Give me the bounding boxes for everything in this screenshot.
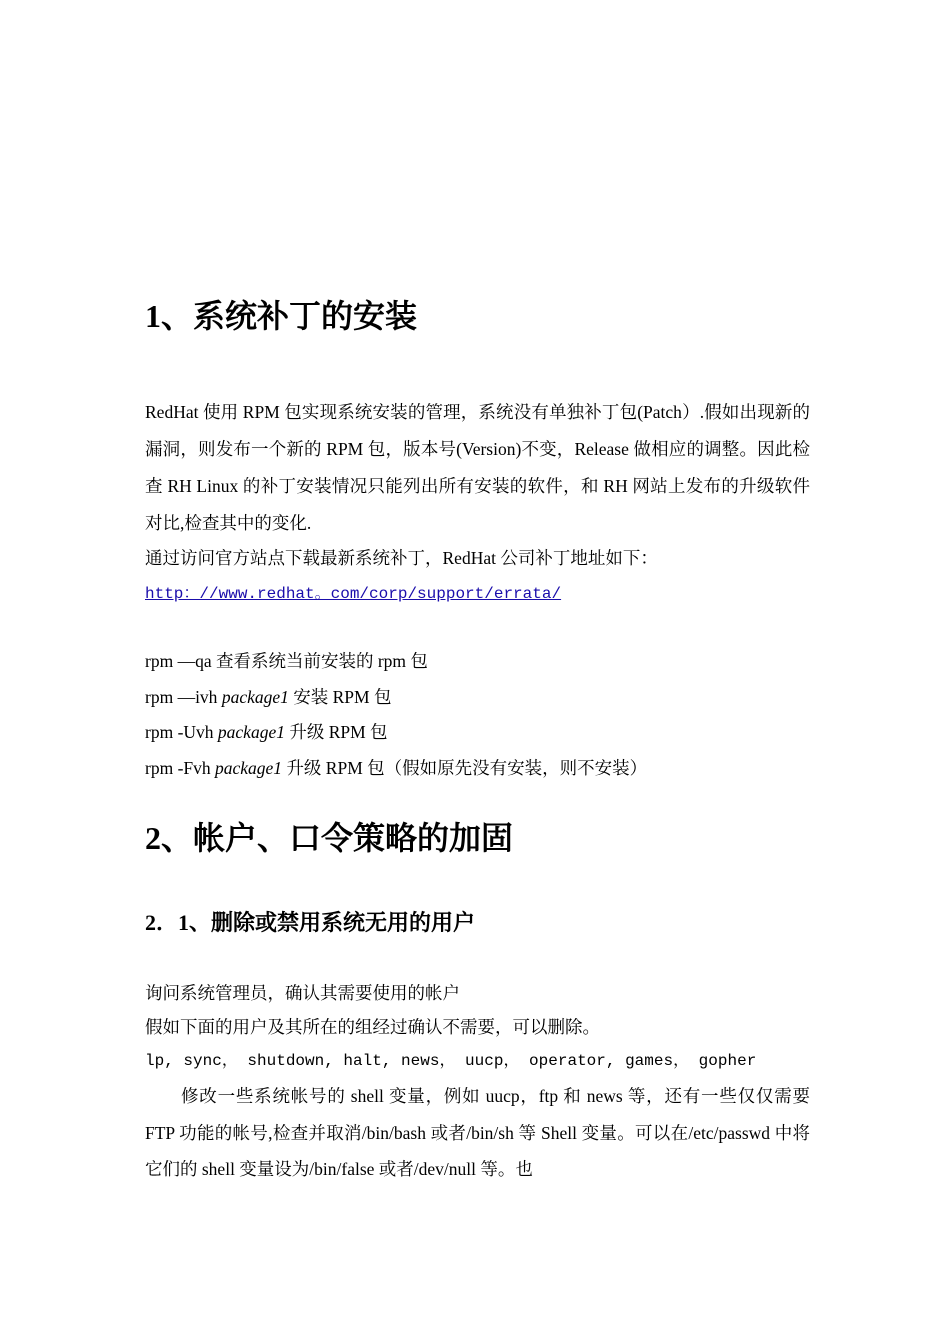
section-1-intro-paragraph: RedHat 使用 RPM 包实现系统安装的管理，系统没有单独补丁包(Patch）.假如出现新的漏洞，则发布一个新的 RPM 包，版本号(Version)不变，Release 做相应的调整。因此检查 RH Linux 的补丁安装情况只能列出所有安装的软件，和 RH 网站上发布的升级软件对比,检查其中的变化. [145, 402, 810, 533]
rpm-command: rpm -Uvh [145, 722, 218, 742]
rpm-package: package1 [221, 686, 289, 707]
section-2-1-heading: 2．1、删除或禁用系统无用的用户 [145, 910, 476, 935]
rpm-package: package1 [215, 757, 283, 778]
section-2-1-line-2: 假如下面的用户及其所在的组经过确认不需要，可以删除。 [145, 1017, 600, 1037]
rpm-command-desc: 安装 RPM 包 [288, 686, 392, 707]
rpm-command-item [145, 680, 810, 716]
rpm-command: rpm -Fvh [145, 757, 215, 778]
rpm-command-desc: 升级 RPM 包（假如原先没有安装，则不安装） [282, 757, 648, 778]
rpm-package: package1 [217, 722, 285, 742]
rpm-command: rpm —qa [145, 651, 216, 671]
rpm-command-item [145, 715, 810, 751]
rpm-command-item [145, 644, 810, 680]
document-body [145, 288, 810, 1188]
rpm-command: rpm —ivh [145, 686, 222, 707]
errata-link[interactable]: http：//www.redhat。com/corp/support/errata/ [145, 585, 562, 603]
unused-user-list: lp, sync， shutdown, halt, news， uucp， operator, games， gopher [145, 1052, 757, 1070]
section-2-1-shell-paragraph: 修改一些系统帐号的 shell 变量，例如 uucp，ftp 和 news 等，还有一些仅仅需要 FTP 功能的帐号,检查并取消/bin/bash 或者/bin/sh 等 Shell 变量。可以在/etc/passwd 中将它们的 shell 变量设为/bin/false 或者/dev/null 等。也 [145, 1086, 810, 1179]
section-1-heading: 1、系统补丁的安装 [145, 298, 418, 334]
section-1-download-note: 通过访问官方站点下载最新系统补丁，RedHat 公司补丁地址如下： [145, 548, 658, 568]
rpm-command-desc: 升级 RPM 包 [284, 722, 388, 742]
section-2-1-line-1: 询问系统管理员，确认其需要使用的帐户 [145, 983, 460, 1003]
rpm-command-item [145, 751, 810, 787]
rpm-command-list [145, 644, 810, 786]
errata-link-line [145, 575, 810, 611]
section-2-heading: 2、帐户、口令策略的加固 [145, 820, 514, 856]
rpm-command-desc: 查看系统当前安装的 rpm 包 [215, 651, 428, 671]
